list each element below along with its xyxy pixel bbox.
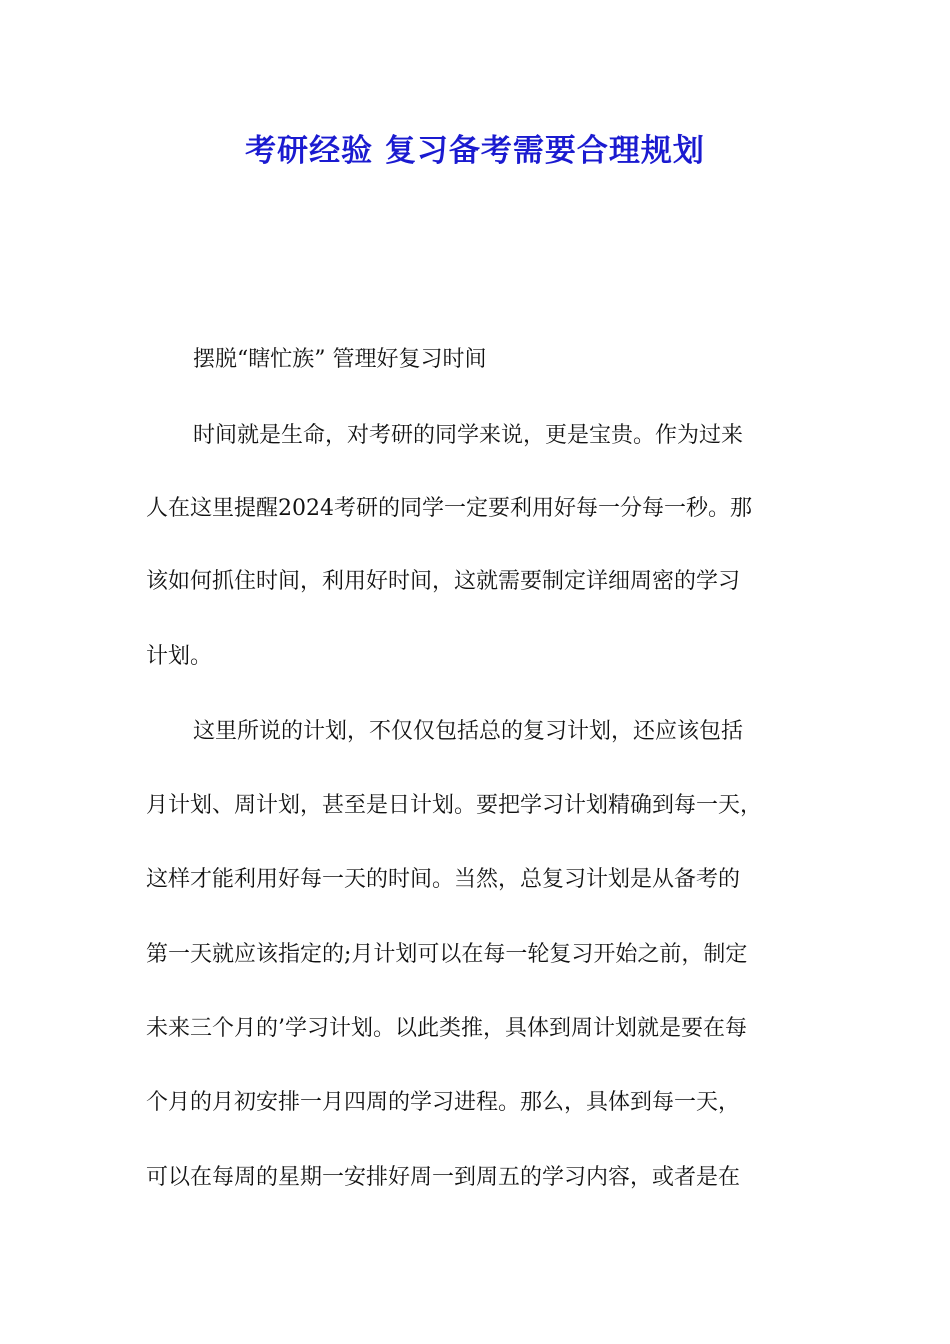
paragraph-line: 这样才能利用好每一天的时间。当然，总复习计划是从备考的 xyxy=(146,867,741,892)
paragraph-line: 人在这里提醒2024考研的同学一定要利用好每一分每一秒。那 xyxy=(146,496,752,521)
paragraph-line: 个月的月初安排一月四周的学习进程。那么，具体到每一天， xyxy=(146,1090,741,1115)
section-heading: 摆脱“瞎忙族” 管理好复习时间 xyxy=(193,347,487,372)
paragraph-line: 可以在每周的星期一安排好周一到周五的学习内容，或者是在 xyxy=(146,1165,741,1190)
paragraph-line: 这里所说的计划，不仅仅包括总的复习计划，还应该包括 xyxy=(193,719,744,744)
paragraph-line: 该如何抓住时间，利用好时间，这就需要制定详细周密的学习 xyxy=(146,569,741,594)
document-title: 考研经验 复习备考需要合理规划 xyxy=(245,133,705,169)
paragraph-line: 未来三个月的’学习计划。以此类推，具体到周计划就是要在每 xyxy=(146,1016,747,1041)
paragraph-line: 第一天就应该指定的;月计划可以在每一轮复习开始之前，制定 xyxy=(146,942,748,967)
paragraph-line: 计划。 xyxy=(146,644,213,669)
paragraph-line: 月计划、周计划，甚至是日计划。要把学习计划精确到每一天， xyxy=(146,793,763,818)
paragraph-line: 时间就是生命，对考研的同学来说，更是宝贵。作为过来 xyxy=(193,423,744,448)
